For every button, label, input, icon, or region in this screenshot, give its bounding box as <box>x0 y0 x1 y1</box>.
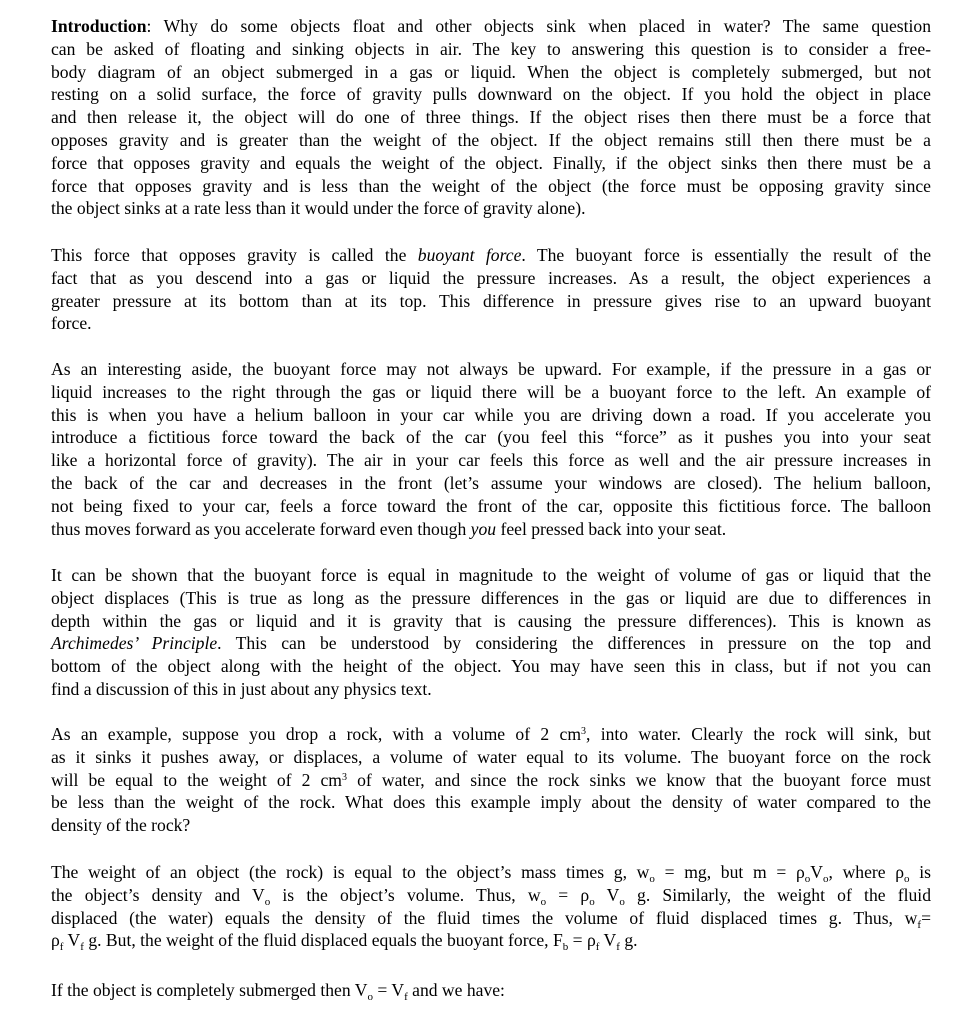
intro-label: Introduction <box>51 16 147 36</box>
buoyant-force-term: buoyant force <box>417 245 522 265</box>
intro-paragraph: Introduction: Why do some objects float and other objects sink when placed in water? The same question can be asked of floating and sinking objects in air. The key to answering this question is to consider a free- body diagram of an object submerged in a gas or liquid. When the object is completely submerged, but not resting on a solid surface, the force of gravity pulls downward on the object. If you hold the object in place and then release it, the object will do one of three things. If the object rises then there must be a force that opposes gravity and is greater than the weight of the object. If the object remains still then there must be a force that opposes gravity and equals the weight of the object. Finally, if the object sinks then there must be a force that opposes gravity and is less than the weight of the object (the force must be opposing gravity since the object sinks at a rate less than it would under the force of gravity alone). <box>51 16 931 219</box>
submerged-paragraph: If the object is completely submerged then $V_o = V_f$ and we have: <box>51 980 505 1003</box>
buoyant-paragraph: This force that opposes gravity is called the buoyant force. The buoyant force is essentially the result of the fact that as you descend into a gas or liquid the pressure increases. As a result, the object experiences a greater pressure at its bottom than at its top. This difference in pressure gives rise to an upward buoyant force. <box>51 245 932 334</box>
weight-paragraph: The weight of an object (the rock) is equal to the object’s mass times g, $w_o$ = mg, but $m = \rho_oV_o$, where $\rho_o$ is the object’s density and $V_o$ is the object’s volume. Thus, $w_o = \rho_o$ $V_o$ g. Similarly, the weight of the fluid displaced (the water) equals the density of the fluid times the volume of fluid displaced times g. Thus, $w_f=$ $\rho_f$ $V_f$ g. But, the weight of the fluid displaced equals the buoyant force, $F_b = \rho_f$ $V_f$ g. <box>51 862 931 954</box>
aside-paragraph: As an interesting aside, the buoyant force may not always be upward. For example, if the pressure in a gas or liquid increases to the right through the gas or liquid there will be a buoyant force to the left. An example of this is when you have a helium balloon in your car while you are driving down a road. If you accelerate you introduce a fictitious force toward the back of the car (you feel this “force” as it pushes you into your seat like a horizontal force of gravity). The air in your car feels this force as well and the air pressure increases in the back of the car and decreases in the front (let’s assume your windows are closed). The helium balloon, not being fixed to your car, feels a force toward the front of the car, opposite this fictitious force. The balloon thus moves forward as you accelerate forward even though you feel pressed back into your seat. <box>51 359 931 539</box>
example-paragraph: As an example, suppose you drop a rock, with a volume of 2 $cm^3$, into water. Clearly the rock will sink, but as it sinks it pushes away, or displaces, a volume of water equal to its volume. The buoyant force on the rock will be equal to the weight of 2 $cm^3$ of water, and since the rock sinks we know that the buoyant force must be less than the weight of the rock. What does this example imply about the density of water compared to the density of the rock? <box>51 724 932 836</box>
archimedes-principle-term: Archimedes’ Principle <box>51 633 218 654</box>
archimedes-paragraph: It can be shown that the buoyant force is equal in magnitude to the weight of volume of gas or liquid that the object displaces (This is true as long as the pressure differences in the gas or liquid are due to differences in depth within the gas or liquid and it is gravity that is causing the pressure differences). This is known as Archimedes’ Principle. This can be understood by considering the differences in pressure on the top and bottom of the object along with the height of the object. You may have seen this in class, but if not you can find a discussion of this in just about any physics text. <box>51 565 931 699</box>
